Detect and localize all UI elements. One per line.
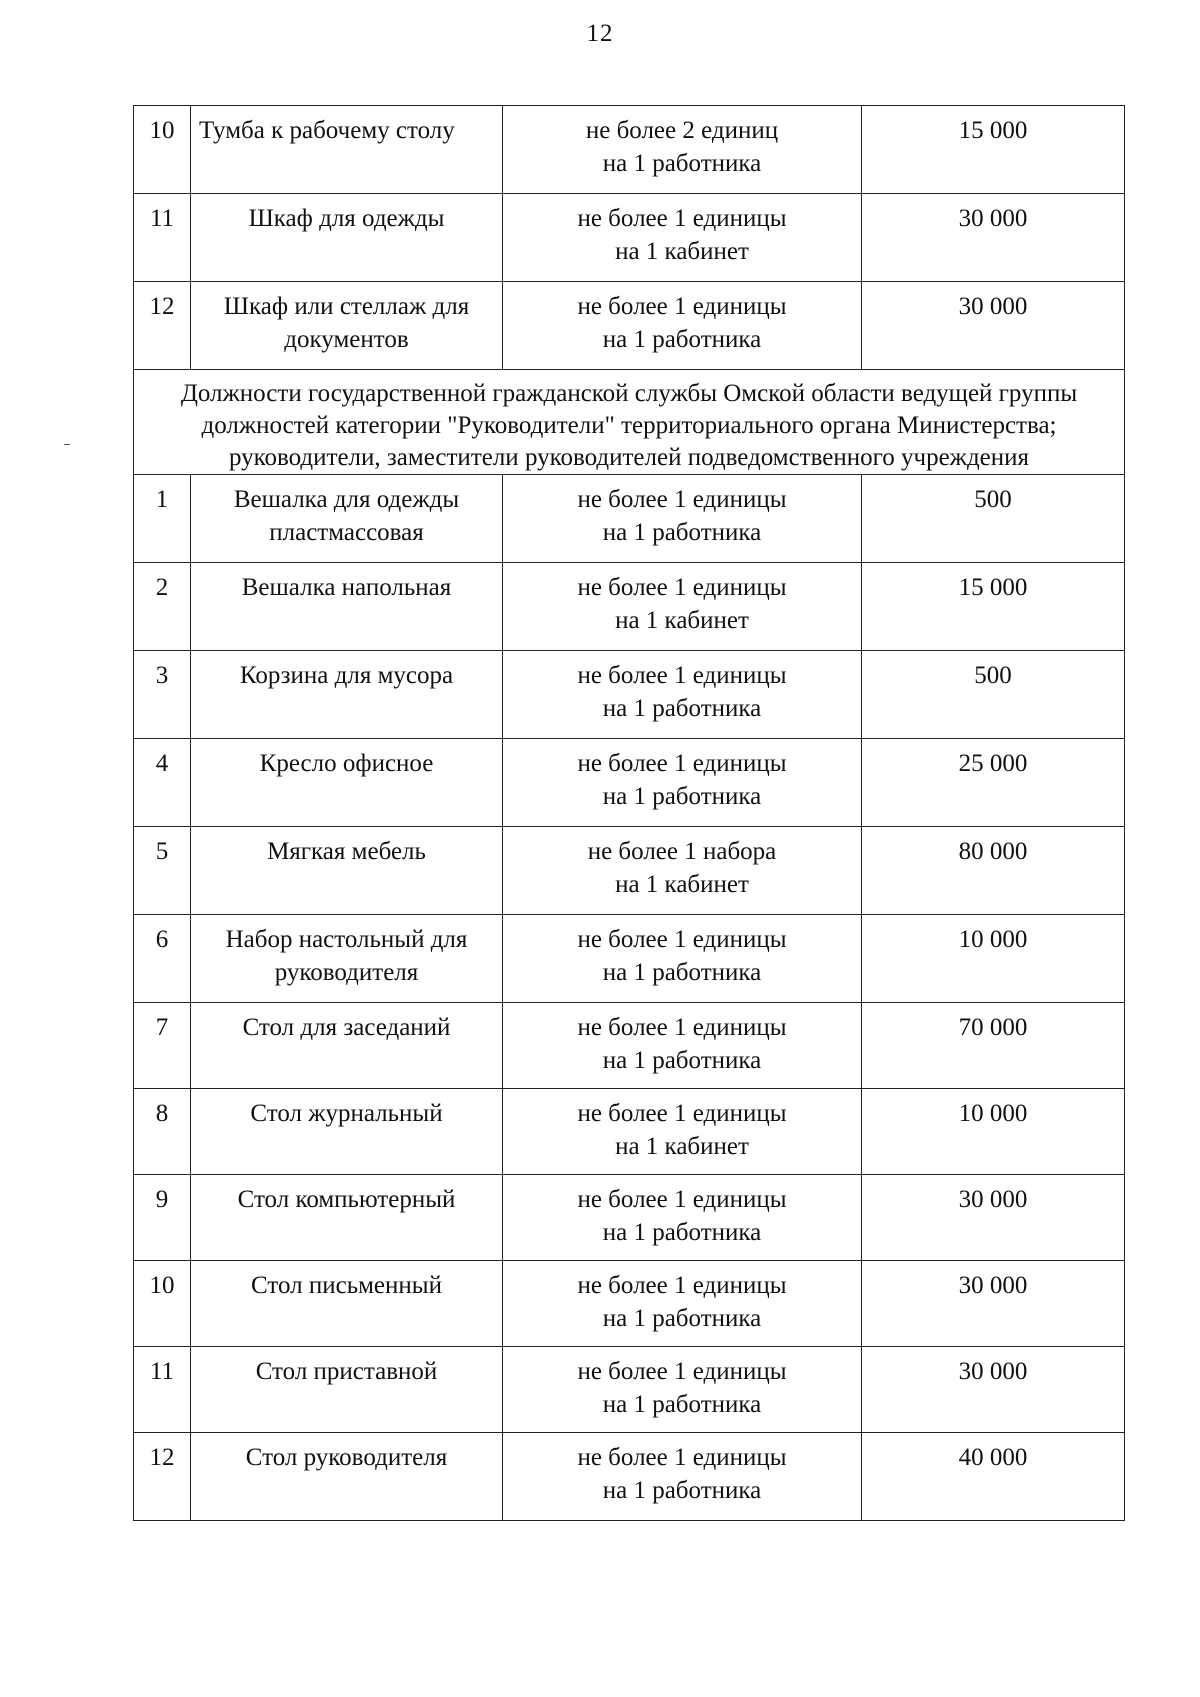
row-number: 5 xyxy=(134,827,191,915)
item-norm-line: на 1 работника xyxy=(602,1219,762,1246)
row-number: 3 xyxy=(134,651,191,739)
item-price: 500 xyxy=(862,651,1125,739)
item-name-line: Набор настольный для xyxy=(225,926,468,953)
row-number: 10 xyxy=(134,1261,191,1347)
table-row xyxy=(134,475,1125,563)
item-norm xyxy=(503,827,862,915)
item-norm xyxy=(503,1089,862,1175)
item-norm xyxy=(503,1433,862,1521)
item-name-line: документов xyxy=(284,326,409,353)
item-norm-line: на 1 работника xyxy=(602,783,762,810)
item-norm xyxy=(503,563,862,651)
table-row xyxy=(134,1003,1125,1089)
item-norm xyxy=(503,106,862,194)
section-heading-row xyxy=(134,370,1125,475)
table-row xyxy=(134,1089,1125,1175)
row-number: 4 xyxy=(134,739,191,827)
table-section-a xyxy=(134,106,1125,370)
item-name-line: Вешалка напольная xyxy=(241,574,452,601)
item-norm-line: не более 1 единицы xyxy=(577,574,787,601)
table-row xyxy=(134,739,1125,827)
section-heading: Должности государственной гражданской службы Омской области ведущей группы должностей категории "Руководители" территориального органа Министерства; руководители, заместители руководителей подведомственного учреждения xyxy=(134,370,1125,475)
item-name xyxy=(191,563,503,651)
row-number: 12 xyxy=(134,1433,191,1521)
item-norm-line: на 1 работника xyxy=(602,326,762,353)
item-price: 25 000 xyxy=(862,739,1125,827)
item-norm xyxy=(503,1175,862,1261)
item-norm-line: не более 1 набора xyxy=(587,838,777,865)
table-row xyxy=(134,194,1125,282)
table-row xyxy=(134,915,1125,1003)
table-row xyxy=(134,827,1125,915)
item-norm-line: не более 1 единицы xyxy=(577,1100,787,1127)
row-number: 1 xyxy=(134,475,191,563)
item-norm-line: не более 2 единиц xyxy=(585,117,779,144)
item-norm-line: на 1 работника xyxy=(602,150,762,177)
table-row xyxy=(134,651,1125,739)
table-row xyxy=(134,1347,1125,1433)
item-norm xyxy=(503,1003,862,1089)
item-price: 30 000 xyxy=(862,194,1125,282)
row-number: 2 xyxy=(134,563,191,651)
row-number: 6 xyxy=(134,915,191,1003)
item-name xyxy=(191,1175,503,1261)
row-number: 11 xyxy=(134,194,191,282)
item-name-line: руководителя xyxy=(274,959,419,986)
item-norm-line: не более 1 единицы xyxy=(577,486,787,513)
item-norm-line: не более 1 единицы xyxy=(577,1358,787,1385)
item-norm-line: не более 1 единицы xyxy=(577,1014,787,1041)
item-price: 30 000 xyxy=(862,1347,1125,1433)
table-row xyxy=(134,1175,1125,1261)
item-norm-line: на 1 работника xyxy=(602,1391,762,1418)
item-name xyxy=(191,1347,503,1433)
table-row xyxy=(134,282,1125,370)
item-norm-line: не более 1 единицы xyxy=(577,662,787,689)
item-name-line: Шкаф для одежды xyxy=(248,205,445,232)
item-name xyxy=(191,651,503,739)
item-name-line: Стол руководителя xyxy=(245,1444,448,1471)
item-price: 30 000 xyxy=(862,1175,1125,1261)
item-name-line: Корзина для мусора xyxy=(239,662,454,689)
item-price: 500 xyxy=(862,475,1125,563)
item-name xyxy=(191,194,503,282)
item-norm-line: на 1 работника xyxy=(602,1305,762,1332)
item-name-line: Стол приставной xyxy=(255,1358,438,1385)
item-norm-line: не более 1 единицы xyxy=(577,926,787,953)
item-norm-line: на 1 кабинет xyxy=(615,607,749,634)
item-norm xyxy=(503,915,862,1003)
table-row xyxy=(134,1433,1125,1521)
row-number: 12 xyxy=(134,282,191,370)
table-row xyxy=(134,106,1125,194)
item-norm xyxy=(503,475,862,563)
item-price: 30 000 xyxy=(862,282,1125,370)
furniture-norms-table xyxy=(133,105,1125,1521)
item-name xyxy=(191,915,503,1003)
item-norm xyxy=(503,651,862,739)
item-price: 40 000 xyxy=(862,1433,1125,1521)
item-name xyxy=(191,106,503,194)
table-row xyxy=(134,1261,1125,1347)
item-norm-line: не более 1 единицы xyxy=(577,750,787,777)
table-section-heading xyxy=(134,370,1125,475)
item-name-line: пластмассовая xyxy=(269,519,424,546)
item-price: 80 000 xyxy=(862,827,1125,915)
item-norm-line: на 1 работника xyxy=(602,1047,762,1074)
item-norm-line: не более 1 единицы xyxy=(577,1186,787,1213)
item-price: 15 000 xyxy=(862,106,1125,194)
row-number: 8 xyxy=(134,1089,191,1175)
item-norm xyxy=(503,1347,862,1433)
item-norm-line: не более 1 единицы xyxy=(577,1272,787,1299)
item-norm xyxy=(503,194,862,282)
table-row xyxy=(134,563,1125,651)
item-price: 30 000 xyxy=(862,1261,1125,1347)
item-price: 10 000 xyxy=(862,1089,1125,1175)
item-name-line: Стол письменный xyxy=(251,1272,442,1299)
item-norm xyxy=(503,739,862,827)
item-norm-line: не более 1 единицы xyxy=(577,205,787,232)
item-name xyxy=(191,282,503,370)
item-norm-line: на 1 кабинет xyxy=(615,871,749,898)
row-number: 9 xyxy=(134,1175,191,1261)
item-name-line: Шкаф или стеллаж для xyxy=(223,293,470,320)
item-price: 70 000 xyxy=(862,1003,1125,1089)
item-norm xyxy=(503,1261,862,1347)
item-norm-line: на 1 работника xyxy=(602,959,762,986)
table-section-b xyxy=(134,475,1125,1521)
row-number: 7 xyxy=(134,1003,191,1089)
item-name xyxy=(191,1089,503,1175)
item-name-line: Кресло офисное xyxy=(259,750,434,777)
item-name-line: Вешалка для одежды xyxy=(233,486,460,513)
row-number: 10 xyxy=(134,106,191,194)
row-number: 11 xyxy=(134,1347,191,1433)
item-name xyxy=(191,475,503,563)
item-norm-line: на 1 работника xyxy=(602,519,762,546)
item-norm-line: не более 1 единицы xyxy=(577,293,787,320)
item-price: 15 000 xyxy=(862,563,1125,651)
item-name-line: Стол компьютерный xyxy=(237,1186,456,1213)
scan-mark xyxy=(64,444,70,445)
item-price: 10 000 xyxy=(862,915,1125,1003)
item-name-line: Стол для заседаний xyxy=(242,1014,451,1041)
item-name xyxy=(191,1003,503,1089)
item-name xyxy=(191,827,503,915)
item-name-line: Мягкая мебель xyxy=(267,838,426,865)
item-norm-line: на 1 кабинет xyxy=(615,238,749,265)
item-name xyxy=(191,739,503,827)
item-norm-line: на 1 работника xyxy=(602,1477,762,1504)
page-number: 12 xyxy=(586,20,614,47)
item-norm-line: на 1 работника xyxy=(602,695,762,722)
item-name xyxy=(191,1433,503,1521)
item-name xyxy=(191,1261,503,1347)
item-norm xyxy=(503,282,862,370)
item-norm-line: не более 1 единицы xyxy=(577,1444,787,1471)
item-name-line: Стол журнальный xyxy=(250,1100,443,1127)
item-name-line: Тумба к рабочему столу xyxy=(199,117,455,144)
item-norm-line: на 1 кабинет xyxy=(615,1133,749,1160)
